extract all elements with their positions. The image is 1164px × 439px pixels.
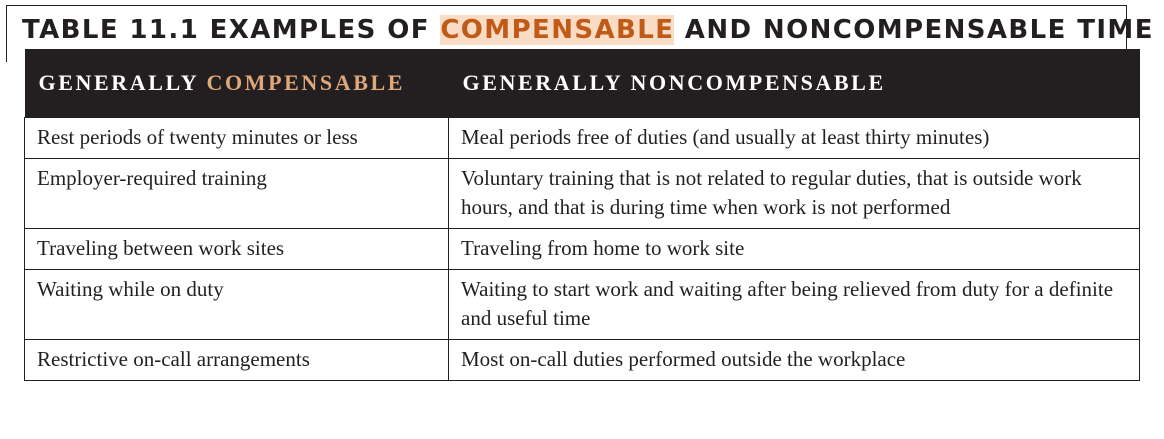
cell-compensable: Traveling between work sites	[25, 228, 449, 269]
table-title-highlight: COMPENSABLE	[440, 15, 675, 45]
table-header-row	[25, 49, 1140, 117]
table-row	[25, 269, 1140, 339]
table-row	[25, 228, 1140, 269]
table-container	[24, 49, 1139, 381]
table-header	[25, 49, 1140, 117]
compensable-time-table	[24, 49, 1140, 381]
cell-noncompensable: Traveling from home to work site	[449, 228, 1140, 269]
column-header-noncompensable: GENERALLY NONCOMPENSABLE	[449, 49, 1140, 117]
cell-noncompensable: Waiting to start work and waiting after being relieved from duty for a definite and useful time	[449, 269, 1140, 339]
table-row	[25, 158, 1140, 228]
column-header-compensable-prefix: GENERALLY	[38, 69, 207, 95]
cell-noncompensable: Voluntary training that is not related to regular duties, that is outside work hours, and that is during time when work is not performed	[449, 158, 1140, 228]
table-title-prefix: TABLE 11.1 EXAMPLES OF	[22, 15, 441, 45]
column-header-compensable	[25, 49, 449, 117]
table-title-suffix: AND NONCOMPENSABLE TIME	[674, 15, 1154, 45]
table-title	[22, 14, 1154, 46]
cell-compensable: Employer-required training	[25, 158, 449, 228]
table-row	[25, 117, 1140, 158]
column-header-compensable-highlight: COMPENSABLE	[206, 69, 406, 95]
cell-noncompensable: Meal periods free of duties (and usually at least thirty minutes)	[449, 117, 1140, 158]
cell-compensable: Waiting while on duty	[25, 269, 449, 339]
table-row	[25, 339, 1140, 380]
cell-compensable: Restrictive on-call arrangements	[25, 339, 449, 380]
cell-noncompensable: Most on-call duties performed outside the workplace	[449, 339, 1140, 380]
table-body	[25, 117, 1140, 380]
cell-compensable: Rest periods of twenty minutes or less	[25, 117, 449, 158]
